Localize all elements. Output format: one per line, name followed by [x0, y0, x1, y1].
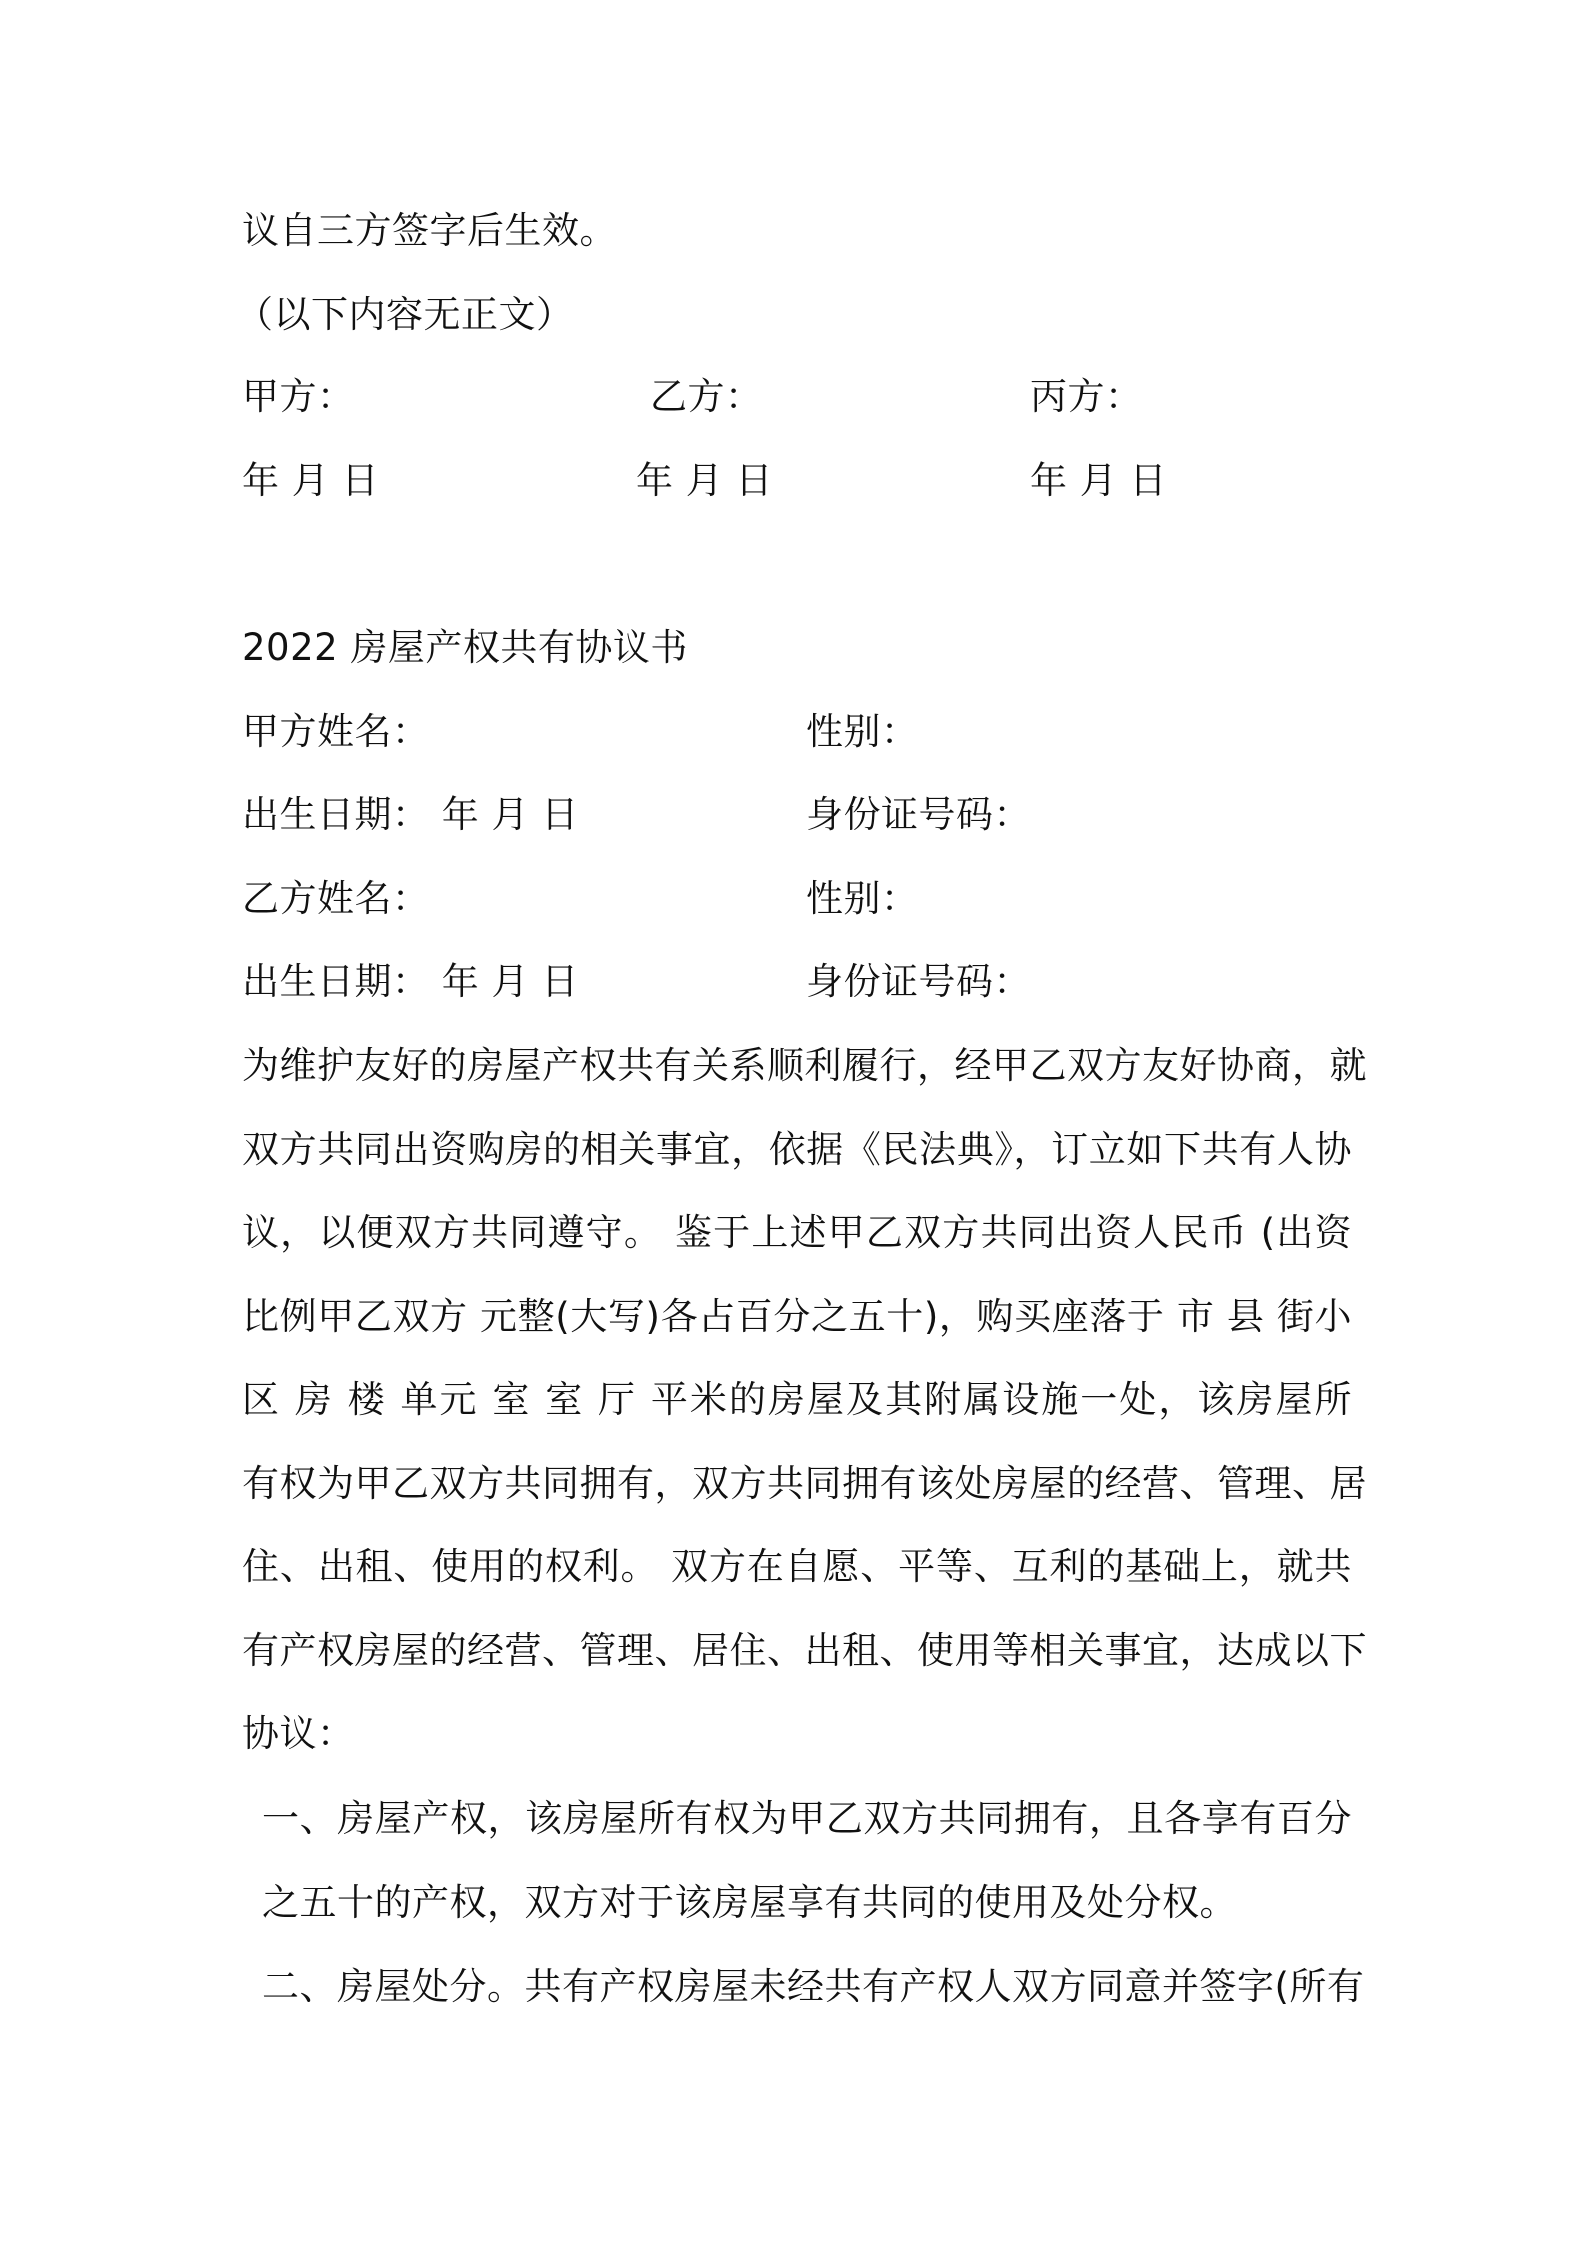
no-more-content-note: （以下内容无正文） — [236, 293, 574, 336]
body-paragraph-line: 比例甲乙双方 元整(大写)各占百分之五十)，购买座落于 市 县 街小 — [242, 1295, 1352, 1338]
body-paragraph-line: 有产权房屋的经营、管理、居住、出租、使用等相关事宜，达成以下 — [242, 1629, 1367, 1672]
party-b-date: 年 月 日 — [636, 459, 774, 502]
party-a-name-field: 甲方姓名： — [242, 710, 430, 753]
party-a-date: 年 月 日 — [242, 459, 380, 502]
body-paragraph-line: 区 房 楼 单元 室 室 厅 平米的房屋及其附属设施一处，该房屋所 — [242, 1378, 1352, 1421]
party-b-gender-field: 性别： — [806, 877, 919, 920]
party-c-signature-label: 丙方： — [1030, 375, 1143, 418]
party-b-signature-label: 乙方： — [650, 375, 763, 418]
body-paragraph-line: 有权为甲乙双方共同拥有，双方共同拥有该处房屋的经营、管理、居 — [242, 1462, 1367, 1505]
party-b-name-field: 乙方姓名： — [242, 877, 430, 920]
party-a-gender-field: 性别： — [806, 710, 919, 753]
clause-1-line: 之五十的产权，双方对于该房屋享有共同的使用及处分权。 — [262, 1881, 1237, 1924]
body-paragraph-last-line: 协议： — [242, 1712, 355, 1755]
body-paragraph-line: 双方共同出资购房的相关事宜，依据《民法典》，订立如下共有人协 — [242, 1128, 1352, 1171]
party-b-id-field: 身份证号码： — [806, 960, 1031, 1003]
body-paragraph-line: 住、出租、使用的权利。 双方在自愿、平等、互利的基础上，就共 — [242, 1545, 1352, 1588]
body-paragraph-line: 为维护友好的房屋产权共有关系顺利履行，经甲乙双方友好协商，就 — [242, 1044, 1367, 1087]
party-b-birthdate-field: 出生日期： 年 月 日 — [242, 960, 579, 1003]
clause-1-line: 一、房屋产权，该房屋所有权为甲乙双方共同拥有，且各享有百分 — [262, 1797, 1352, 1840]
party-c-date: 年 月 日 — [1030, 459, 1168, 502]
effect-line: 议自三方签字后生效。 — [242, 209, 617, 252]
document-title: 2022 房屋产权共有协议书 — [242, 626, 688, 669]
party-a-id-field: 身份证号码： — [806, 793, 1031, 836]
party-a-signature-label: 甲方： — [242, 375, 355, 418]
body-paragraph-line: 议，以便双方共同遵守。 鉴于上述甲乙双方共同出资人民币 (出资 — [242, 1211, 1352, 1254]
clause-2-line: 二、房屋处分。共有产权房屋未经共有产权人双方同意并签字(所有 — [262, 1965, 1365, 2008]
party-a-birthdate-field: 出生日期： 年 月 日 — [242, 793, 579, 836]
